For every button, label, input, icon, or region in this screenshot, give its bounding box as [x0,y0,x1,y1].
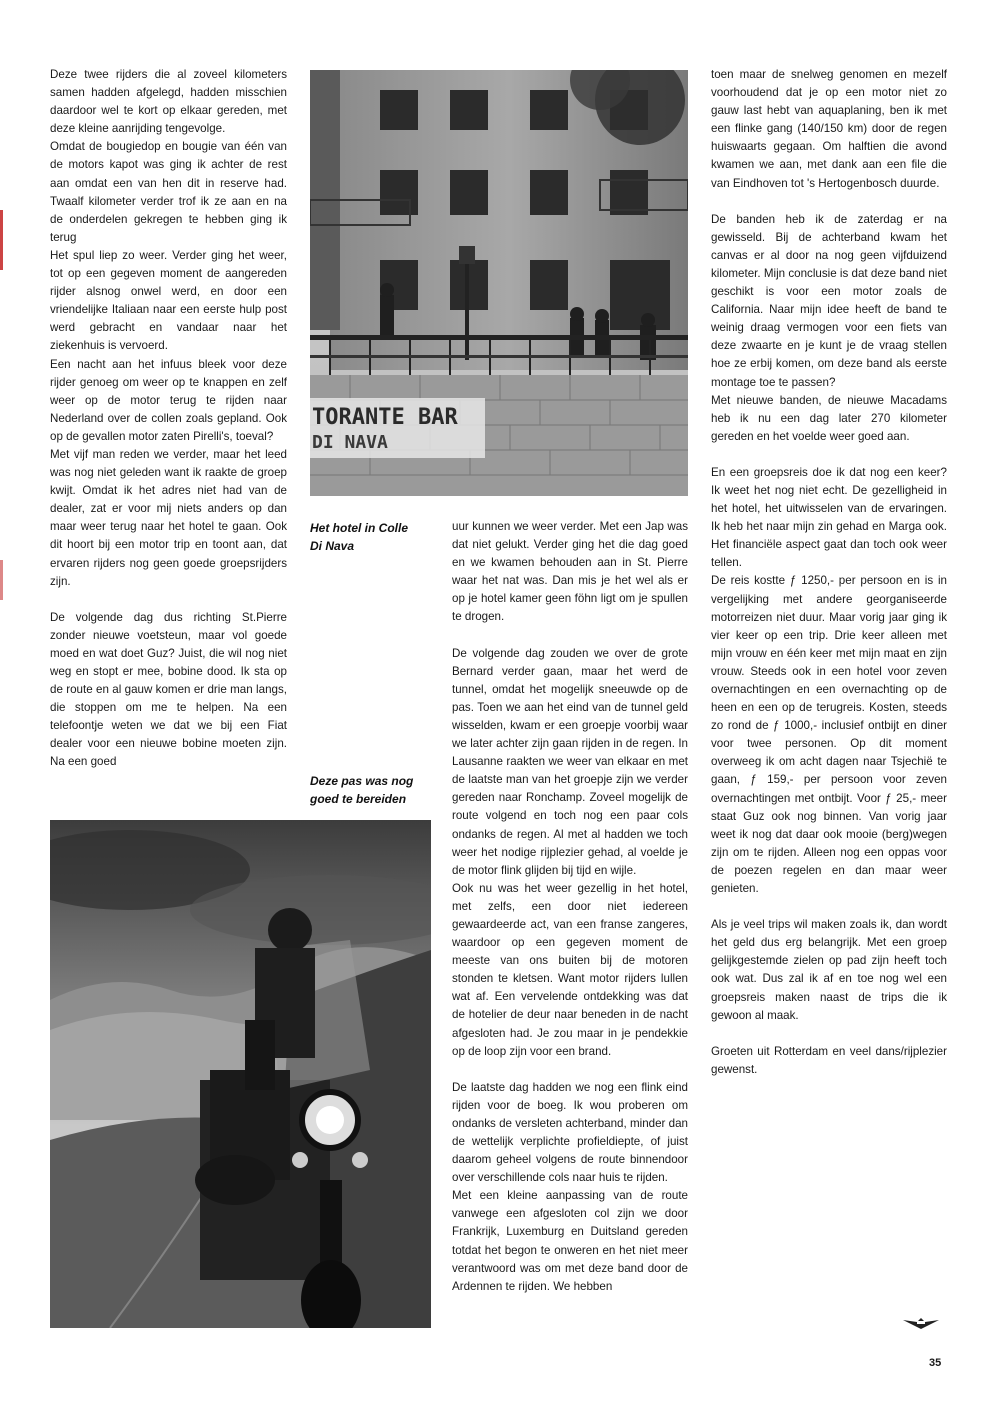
paragraph: Als je veel trips wil maken zoals ik, dan wordt het geld dus erg belangrijk. Met een groep gelijkgestemde zielen op pad zijn heeft toch ook wat. Dus zal ik af en toe nog wel een groepsreis maken naast de trips die ik gewoon al maak. [711,918,947,1022]
paragraph: uur kunnen we weer verder. Met een Jap was dat niet gelukt. Verder ging het die dag goed en we kwamen behouden aan in St. Pierre waar het nat was. Dan mis je het wel als er op je hotel kamer geen föhn ligt om je spullen te drogen. [452,520,688,624]
hotel-photo-image [310,70,688,496]
paragraph: Groeten uit Rotterdam en veel dans/rijplezier gewenst. [711,1044,947,1076]
margin-mark [0,210,3,270]
hotel-sign-line-1: TORANTE BAR [312,405,458,430]
hotel-sign-line-2: DI NAVA [312,432,388,453]
page-number: 35 [929,1357,942,1369]
paragraph: Met nieuwe banden, de nieuwe Macadams heb ik nu een dag later 270 kilometer gereden en het voelde weer goed aan. [711,393,947,443]
article-column-1 [50,66,287,772]
paragraph: Omdat de bougiedop en bougie van één van de motors kapot was ging ik achter de rest aan omdat een van hen dit in reserve had. Twaalf kilometer verder trof ik ze aan en na de onderdelen gekregen te hebben ging ik terug [50,140,287,244]
paragraph: Een nacht aan het infuus bleek voor deze rijder genoeg om weer op te knappen en zelf weer op de motor terug te rijden naar Nederland over de collen zoals gepland. Ook op de gevallen motor zaten Pirelli's, toeval? [50,357,287,443]
paragraph: Deze twee rijders die al zoveel kilometers samen hadden afgelegd, hadden misschien daardoor wel te kort op elkaar gereden, met deze kleine aanrijding tengevolge. [50,68,287,136]
article-column-3 [711,66,947,1079]
paragraph: toen maar de snelweg genomen en mezelf voorhoudend dat je op een motor niet zo gauw last hebt van aquaplaning, ben ik met een flinke gang (140/150 km) door de regen huiswaarts gegaan. Om halftien die avond kwamen we aan, met dank aan een file die van Eindhoven tot 's Hertogenbosch duurde. [711,68,947,190]
paragraph: Ook nu was het weer gezellig in het hotel, met zelfs, een door niet iedereen gewaardeerde act, van een franse zangeres, waardoor op een gegeven moment de meeste van ons buiten bij de motoren stonden te kletsen. Want motor rijders lullen wat af. Een vervelende ontdekking was dat de hotelier de deur naar beneden in de nacht afgesloten had. Je zou maar in je pendekkie op de loop zijn voor een brand. [452,881,688,1058]
paragraph: De reis kostte ƒ 1250,- per persoon en is in vergelijking met andere georganiseerde motorreizen niet duur. Maar vorig jaar ging ik vier keer op een trip. Drie keer alleen met mijn vrouw en één keer met mijn maat en zijn vrouw. Steeds ook in een hotel voor zeven overnachtingen en een overnachting op de heen en een op de terugreis. Kosten, steeds zo rond de ƒ 1000,- inclusief ontbijt en diner voor twee personen. Op dit moment overweeg ik om acht dagen naar Tsjechië te gaan, ƒ 159,- per persoon voor zeven overnachtingen met ontbijt. Voor ƒ 25,- meer staat Guz ook nog binnen. Van vorig jaar weet ik nog dat daar ook mooie (berg)wegen zijn om te rijden. Alleen nog een oppas voor de poezen regelen en dan maar weer genieten. [711,574,947,896]
article-column-2 [452,518,688,1296]
caption-pass: Deze pas was nog goed te bereiden [310,774,414,806]
motorcycle-photo [50,820,431,1328]
caption-hotel: Het hotel in Colle Di Nava [310,521,409,553]
paragraph: En een groepsreis doe ik dat nog een keer? Ik weet het nog niet echt. De gezelligheid in het hotel, het uitwisselen van de ervaringen. Ik heb het naar mijn zin gehad en Marga ook. Het financiële aspect gaat dan toch ook weer tellen. [711,465,947,570]
motorcycle-photo-image [50,820,431,1328]
paragraph: De volgende dag dus richting St.Pierre zonder nieuwe voetsteun, maar vol goede moed en wat doet Guz? Juist, die wil nog niet weg en stopt er mee, bobine dood. Ik sta op de route en al gauw komen er drie man langs, die stoppen om me te helpen. Na een telefoontje weten we dat we bij een Fiat dealer voor een nieuwe bobine moeten zijn. Na een goed [50,610,287,769]
paragraph: Met vijf man reden we verder, maar het leed was nog niet geleden want ik raakte de groep kwijt. Omdat ik het adres niet had van de dealer, zat er voor mij niets anders op dan maar weer terug naar het hotel te gaan. Ook dit hoort bij een motor trip en toont aan, dat ervaren rijders nog geen goede groepsrijders zijn. [50,447,287,588]
paragraph: Het spul liep zo weer. Verder ging het weer, tot op een gegeven moment de aangereden rijder alsnog onwel werd, en door een vriendelijke Italiaan naar een eerste hulp post werd gebracht en vandaar naar het ziekenhuis is vervoerd. [50,248,287,353]
paragraph: Met een kleine aanpassing van de route vanwege een afgesloten col zijn we door Frankrijk, Luxemburg en Duitsland gereden totdat het begon te onweren en het niet meer verantwoord was om met deze band door de Ardennen te rijden. We hebben [452,1189,688,1293]
hotel-photo [310,70,688,496]
paragraph: De banden heb ik de zaterdag er na gewisseld. Bij de achterband kwam het canvas er al door na nog geen vijfduizend kilometer. Mijn conclusie is dat deze band niet geschikt is voor een motor zoals de California. Naar mijn idee heeft de band te weinig draag vermogen voor een fiets van deze zwaarte en je kunt je de vraag stellen hoe ze erbij komen, om deze band als eerste montage toe te passen? [711,212,947,389]
paragraph: De laatste dag hadden we nog een flink eind rijden voor de boeg. Ik wou proberen om ondanks de versleten achterband, minder dan de wettelijk verplichte profieldiepte, of juist daarom geheel volgens de route binnendoor over verschillende cols naar huis te rijden. [452,1080,688,1185]
margin-mark [0,560,3,600]
paragraph: De volgende dag zouden we over de grote Bernard verder gaan, maar het werd de tunnel, omdat het mogelijk sneeuwde op de pas. Toen we aan het eind van de tunnel geld wisselden, kwam er een groepje voorbij waar we later achter zijn gaan rijden in de regen. In Lausanne raakten we weer van elkaar en met de laatste man van het groepje zijn we verder gereden naar Ronchamp. Zoveel mogelijk de route volgend en toch nog een paar cols ondanks de regen. Al met al hadden we toch weer het nodige rijplezier gehad, al voelde je de motor flink glijden bij tijd en wijle. [452,646,688,877]
club-logo-icon [903,1316,939,1330]
